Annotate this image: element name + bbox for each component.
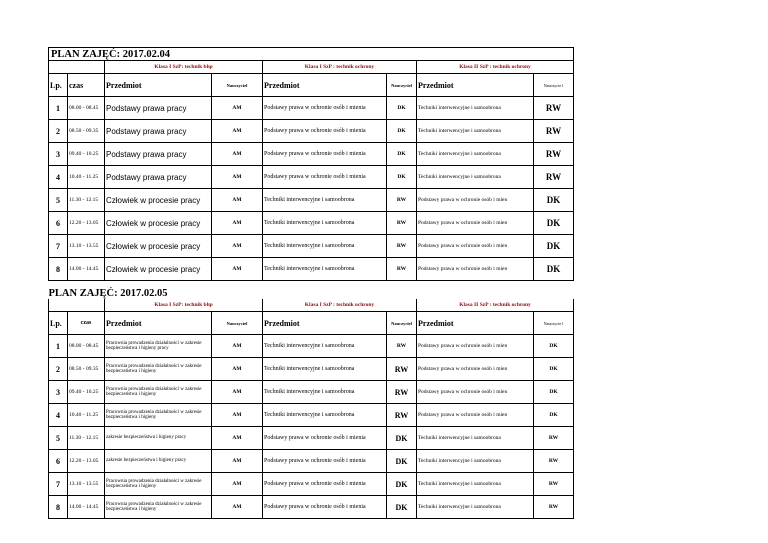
class-blank xyxy=(49,299,105,312)
czas-header: czas xyxy=(68,312,105,335)
teacher-ochrony-2: DK xyxy=(534,335,574,358)
lesson-time: 11.30 - 12.15 xyxy=(68,427,105,450)
subject-bhp: zakresie bezpieczeństwa i higieny pracy xyxy=(105,450,212,473)
lesson-time: 10.40 - 11.25 xyxy=(68,166,105,189)
lesson-row xyxy=(49,97,574,120)
lesson-row xyxy=(49,189,574,212)
subject-ochrony-1: Techniki interwencyjne i samoobrona xyxy=(263,404,387,427)
subject-ochrony-2: Techniki interwencyjne i samoobrona xyxy=(417,143,534,166)
lesson-row xyxy=(49,496,574,519)
lesson-number: 7 xyxy=(49,235,68,258)
class-header-row xyxy=(49,61,574,74)
lesson-number: 3 xyxy=(49,381,68,404)
subject-bhp: Podstawy prawa pracy xyxy=(105,97,212,120)
teacher-ochrony-2: RW xyxy=(534,450,574,473)
lesson-time: 14.00 - 14.45 xyxy=(68,496,105,519)
teacher-ochrony-2: RW xyxy=(534,473,574,496)
teacher-ochrony-1: DK xyxy=(387,427,417,450)
subject-ochrony-2: Podstawy prawa w ochronie osób i mien xyxy=(417,381,534,404)
lesson-row xyxy=(49,404,574,427)
teacher-bhp: AM xyxy=(212,235,263,258)
teacher-ochrony-2: RW xyxy=(534,166,574,189)
przedmiot-header-2: Przedmiot xyxy=(263,312,387,335)
subject-ochrony-1: Techniki interwencyjne i samoobrona xyxy=(263,358,387,381)
teacher-bhp: AM xyxy=(212,258,263,281)
plan-title: PLAN ZAJĘĆ: 2017.02.05 xyxy=(48,287,168,299)
lesson-number: 5 xyxy=(49,189,68,212)
subject-ochrony-1: Podstawy prawa w ochronie osób i mienia xyxy=(263,427,387,450)
plan-title: PLAN ZAJĘĆ: 2017.02.04 xyxy=(49,48,574,61)
column-header-row xyxy=(49,312,574,335)
lesson-row xyxy=(49,212,574,235)
teacher-ochrony-1: DK xyxy=(387,143,417,166)
lesson-number: 2 xyxy=(49,358,68,381)
przedmiot-header-1: Przedmiot xyxy=(105,74,212,97)
subject-ochrony-2: Podstawy prawa w ochronie osób i mien xyxy=(417,235,534,258)
subject-bhp: Człowiek w procesie pracy xyxy=(105,235,212,258)
teacher-ochrony-1: RW xyxy=(387,358,417,381)
class-blank xyxy=(49,61,105,74)
lesson-row xyxy=(49,473,574,496)
class-ochrony-2-label: Klasa II SzP : technik ochrony xyxy=(417,61,574,74)
teacher-bhp: AM xyxy=(212,189,263,212)
subject-ochrony-1: Techniki interwencyjne i samoobrona xyxy=(263,335,387,358)
teacher-bhp: AM xyxy=(212,450,263,473)
subject-ochrony-2: Podstawy prawa w ochronie osób i mien xyxy=(417,189,534,212)
teacher-ochrony-1: DK xyxy=(387,97,417,120)
subject-ochrony-2: Techniki interwencyjne i samoobrona xyxy=(417,450,534,473)
lesson-number: 8 xyxy=(49,258,68,281)
lesson-time: 14.00 - 14.45 xyxy=(68,258,105,281)
przedmiot-header-3: Przedmiot xyxy=(417,312,534,335)
schedule-table xyxy=(48,47,574,519)
subject-ochrony-2: Techniki interwencyjne i samoobrona xyxy=(417,97,534,120)
teacher-ochrony-1: RW xyxy=(387,404,417,427)
lesson-row xyxy=(49,335,574,358)
czas-header: czas xyxy=(68,74,105,97)
lesson-time: 09.40 - 10.25 xyxy=(68,143,105,166)
subject-ochrony-2: Techniki interwencyjne i samoobrona xyxy=(417,473,534,496)
subject-bhp: Człowiek w procesie pracy xyxy=(105,212,212,235)
teacher-bhp: AM xyxy=(212,97,263,120)
subject-bhp: Podstawy prawa pracy xyxy=(105,166,212,189)
lesson-time: 08.00 - 08.45 xyxy=(68,335,105,358)
teacher-ochrony-1: RW xyxy=(387,335,417,358)
teacher-bhp: AM xyxy=(212,335,263,358)
lesson-number: 4 xyxy=(49,404,68,427)
lesson-row xyxy=(49,450,574,473)
subject-ochrony-1: Podstawy prawa w ochronie osób i mienia xyxy=(263,143,387,166)
teacher-bhp: AM xyxy=(212,427,263,450)
teacher-bhp: AM xyxy=(212,212,263,235)
column-header-row xyxy=(49,74,574,97)
subject-bhp: Pracownia prowadzenia działalności w zakresie bezpieczeństwa i higieny xyxy=(105,404,212,427)
subject-ochrony-2: Podstawy prawa w ochronie osób i mien xyxy=(417,335,534,358)
subject-ochrony-1: Techniki interwencyjne i samoobrona xyxy=(263,258,387,281)
nauczyciel-header-2: Nauczyciel xyxy=(387,312,417,335)
subject-ochrony-1: Techniki interwencyjne i samoobrona xyxy=(263,212,387,235)
teacher-ochrony-2: DK xyxy=(534,235,574,258)
przedmiot-header-3: Przedmiot xyxy=(417,74,534,97)
lesson-time: 12.20 - 13.05 xyxy=(68,450,105,473)
subject-ochrony-2: Podstawy prawa w ochronie osób i mien xyxy=(417,258,534,281)
teacher-ochrony-2: RW xyxy=(534,496,574,519)
lesson-row xyxy=(49,258,574,281)
teacher-ochrony-2: RW xyxy=(534,120,574,143)
subject-ochrony-1: Podstawy prawa w ochronie osób i mienia xyxy=(263,496,387,519)
lesson-time: 12.20 - 13.05 xyxy=(68,212,105,235)
class-header-row xyxy=(49,299,574,312)
teacher-ochrony-1: RW xyxy=(387,212,417,235)
subject-bhp: Podstawy prawa pracy xyxy=(105,143,212,166)
subject-ochrony-1: Podstawy prawa w ochronie osób i mienia xyxy=(263,120,387,143)
lesson-number: 6 xyxy=(49,450,68,473)
class-ochrony-1-label: Klasa I SzP : technik ochrony xyxy=(263,61,417,74)
teacher-ochrony-1: RW xyxy=(387,189,417,212)
subject-ochrony-1: Podstawy prawa w ochronie osób i mienia xyxy=(263,166,387,189)
subject-bhp: Pracownia prowadzenia działalności w zakresie bezpieczeństwa i higieny xyxy=(105,381,212,404)
class-ochrony-2-label: Klasa II SzP : technik ochrony xyxy=(417,299,574,312)
subject-ochrony-2: Techniki interwencyjne i samoobrona xyxy=(417,496,534,519)
lesson-row xyxy=(49,427,574,450)
lesson-time: 08.50 - 09.35 xyxy=(68,358,105,381)
teacher-ochrony-1: DK xyxy=(387,473,417,496)
teacher-ochrony-1: RW xyxy=(387,258,417,281)
teacher-bhp: AM xyxy=(212,404,263,427)
teacher-bhp: AM xyxy=(212,496,263,519)
subject-bhp: Podstawy prawa pracy xyxy=(105,120,212,143)
nauczyciel-header-1: Nauczyciel xyxy=(212,74,263,97)
subject-ochrony-2: Podstawy prawa w ochronie osób i mien xyxy=(417,212,534,235)
lesson-time: 09.40 - 10.25 xyxy=(68,381,105,404)
subject-bhp: Człowiek w procesie pracy xyxy=(105,258,212,281)
lesson-number: 6 xyxy=(49,212,68,235)
lesson-row xyxy=(49,358,574,381)
nauczyciel-header-3: Nauczycie l xyxy=(534,74,574,97)
przedmiot-header-2: Przedmiot xyxy=(263,74,387,97)
teacher-ochrony-2: DK xyxy=(534,189,574,212)
teacher-ochrony-2: RW xyxy=(534,97,574,120)
lesson-number: 2 xyxy=(49,120,68,143)
subject-bhp: Pracownia prowadzenia działalności w zakresie bezpieczeństwa i higieny pracy xyxy=(105,335,212,358)
teacher-ochrony-1: DK xyxy=(387,496,417,519)
lesson-number: 3 xyxy=(49,143,68,166)
subject-ochrony-2: Techniki interwencyjne i samoobrona xyxy=(417,166,534,189)
teacher-ochrony-2: RW xyxy=(534,427,574,450)
teacher-bhp: AM xyxy=(212,473,263,496)
teacher-bhp: AM xyxy=(212,120,263,143)
lesson-time: 10.40 - 11.25 xyxy=(68,404,105,427)
teacher-ochrony-1: DK xyxy=(387,450,417,473)
teacher-bhp: AM xyxy=(212,381,263,404)
lesson-number: 7 xyxy=(49,473,68,496)
lesson-number: 1 xyxy=(49,335,68,358)
class-bhp-label: Klasa I SzP: technik bhp xyxy=(105,61,263,74)
subject-ochrony-2: Techniki interwencyjne i samoobrona xyxy=(417,120,534,143)
teacher-ochrony-2: DK xyxy=(534,358,574,381)
class-ochrony-1-label: Klasa I SzP : technik ochrony xyxy=(263,299,417,312)
teacher-ochrony-2: RW xyxy=(534,143,574,166)
subject-ochrony-2: Podstawy prawa w ochronie osób i mien xyxy=(417,358,534,381)
lesson-time: 11.30 - 12.15 xyxy=(68,189,105,212)
subject-ochrony-2: Podstawy prawa w ochronie osób i mien xyxy=(417,404,534,427)
subject-ochrony-1: Podstawy prawa w ochronie osób i mienia xyxy=(263,97,387,120)
lesson-time: 08.50 - 09.35 xyxy=(68,120,105,143)
subject-ochrony-1: Podstawy prawa w ochronie osób i mienia xyxy=(263,450,387,473)
nauczyciel-header-1: Nauczyciel xyxy=(212,312,263,335)
subject-bhp: Człowiek w procesie pracy xyxy=(105,189,212,212)
lp-header: Lp. xyxy=(49,74,68,97)
teacher-ochrony-1: DK xyxy=(387,166,417,189)
subject-bhp: zakresie bezpieczeństwa i higieny pracy xyxy=(105,427,212,450)
class-bhp-label: Klasa I SzP: technik bhp xyxy=(105,299,263,312)
lesson-row xyxy=(49,381,574,404)
subject-bhp: Pracownia prowadzenia działalności w zakresie bezpieczeństwa i higieny xyxy=(105,496,212,519)
teacher-ochrony-2: DK xyxy=(534,212,574,235)
lesson-row xyxy=(49,166,574,189)
lesson-number: 1 xyxy=(49,97,68,120)
subject-bhp: Pracownia prowadzenia działalności w zakresie bezpieczeństwa i higieny xyxy=(105,473,212,496)
lesson-time: 08.00 - 08.45 xyxy=(68,97,105,120)
przedmiot-header-1: Przedmiot xyxy=(105,312,212,335)
subject-ochrony-1: Podstawy prawa w ochronie osób i mienia xyxy=(263,473,387,496)
lesson-time: 13.10 - 13.55 xyxy=(68,473,105,496)
subject-ochrony-1: Techniki interwencyjne i samoobrona xyxy=(263,235,387,258)
teacher-ochrony-2: DK xyxy=(534,381,574,404)
lesson-number: 4 xyxy=(49,166,68,189)
subject-ochrony-1: Techniki interwencyjne i samoobrona xyxy=(263,189,387,212)
plan-title-row xyxy=(49,48,574,61)
teacher-ochrony-2: DK xyxy=(534,404,574,427)
plan-title-row xyxy=(49,287,574,299)
nauczyciel-header-2: Nauczyciel xyxy=(387,74,417,97)
schedule-sheet xyxy=(48,47,573,519)
teacher-ochrony-2: DK xyxy=(534,258,574,281)
lesson-time: 13.10 - 13.55 xyxy=(68,235,105,258)
teacher-ochrony-1: DK xyxy=(387,120,417,143)
lesson-number: 5 xyxy=(49,427,68,450)
teacher-ochrony-1: RW xyxy=(387,235,417,258)
teacher-ochrony-1: RW xyxy=(387,381,417,404)
lesson-row xyxy=(49,120,574,143)
lesson-number: 8 xyxy=(49,496,68,519)
nauczyciel-header-3: Nauczycie l xyxy=(534,312,574,335)
subject-ochrony-1: Techniki interwencyjne i samoobrona xyxy=(263,381,387,404)
teacher-bhp: AM xyxy=(212,143,263,166)
subject-bhp: Pracownia prowadzenia działalności w zakresie bezpieczeństwa i higieny xyxy=(105,358,212,381)
lp-header: Lp. xyxy=(49,312,68,335)
lesson-row xyxy=(49,143,574,166)
teacher-bhp: AM xyxy=(212,358,263,381)
teacher-bhp: AM xyxy=(212,166,263,189)
lesson-row xyxy=(49,235,574,258)
subject-ochrony-2: Techniki interwencyjne i samoobrona xyxy=(417,427,534,450)
